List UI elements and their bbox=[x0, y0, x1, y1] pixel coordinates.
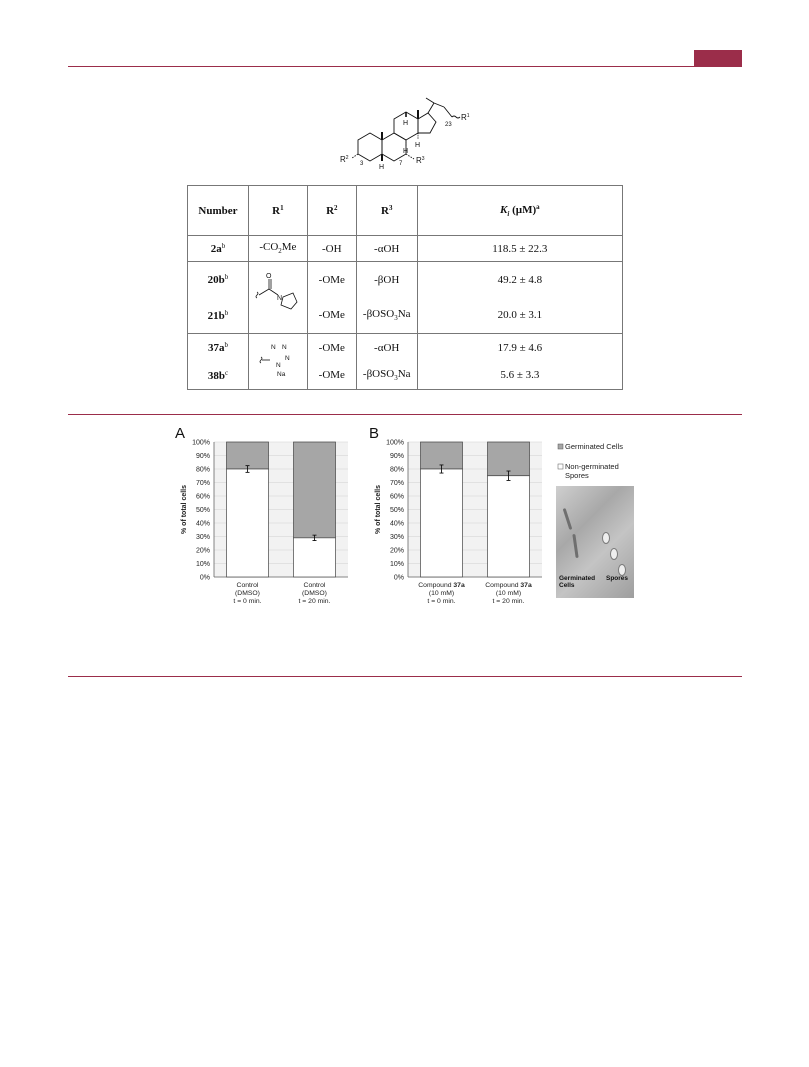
legend-label-germinated: Germinated Cells bbox=[565, 442, 623, 451]
chart-a-y-tick-label: 30% bbox=[195, 534, 210, 541]
cell-r2: -OMe bbox=[307, 362, 356, 390]
chart-a-y-tick-label: 20% bbox=[195, 547, 210, 555]
chart-a-y-tick-label: 70% bbox=[195, 480, 210, 487]
chart-a-x-tick-label: t = 20 min. bbox=[298, 598, 331, 605]
table-row bbox=[188, 334, 623, 362]
microscopy-image bbox=[556, 486, 634, 598]
chart-a-x-tick-label: Control bbox=[303, 582, 326, 589]
cell-r2: -OMe bbox=[307, 298, 356, 334]
cell-r1: $-CO_2Me$ bbox=[248, 236, 307, 262]
chart-b-x-tick-label: Compound 37a bbox=[485, 582, 532, 589]
amide-o-label: O bbox=[265, 273, 272, 280]
legend-label-non-germinated: Non-germinated bbox=[565, 462, 619, 471]
amide-n-label: N bbox=[276, 295, 282, 302]
chart-a-x-tick-label: Control bbox=[236, 582, 259, 589]
chart-legend bbox=[556, 440, 646, 486]
struct-r2-sup: 2 bbox=[345, 155, 349, 161]
cell-r3: -αOH bbox=[356, 334, 417, 362]
chart-a-x-tick-label: (DMSO) bbox=[302, 590, 327, 597]
chart-a-y-tick-label: 80% bbox=[195, 466, 210, 474]
chart-b-x-tick-label: t = 20 min. bbox=[492, 598, 525, 605]
chart-b-y-tick-label: 10% bbox=[389, 561, 404, 568]
chart-b-y-tick-label: 100% bbox=[386, 439, 404, 447]
cell-r3: -αOH bbox=[356, 236, 417, 262]
chart-b-y-tick-label: 20% bbox=[389, 547, 404, 555]
header-ki: $K_i$ $(\mu M)^a$ bbox=[417, 186, 622, 236]
tetrazole-n1: N bbox=[270, 344, 276, 351]
ki-data-table bbox=[187, 185, 623, 390]
struct-r3-label: R bbox=[416, 156, 422, 165]
table-header-row bbox=[188, 186, 623, 236]
header-number: Number bbox=[188, 186, 249, 236]
chart-a-y-tick-label: 50% bbox=[195, 507, 210, 514]
chart-b-y-tick-label: 60% bbox=[389, 493, 404, 501]
chart-b-x-tick-label: Compound 37a bbox=[418, 582, 465, 589]
chart-b-y-tick-label: 90% bbox=[389, 453, 404, 460]
struct-c7-number: 7 bbox=[399, 161, 403, 167]
struct-h-14: H bbox=[415, 142, 421, 149]
cell-r3: -βOSO$_3$Na bbox=[356, 298, 417, 334]
micro-label-germinated: Germinated Cells bbox=[559, 575, 596, 589]
section-rule-bottom bbox=[68, 676, 742, 677]
chart-b-bar-non-germinated bbox=[421, 469, 463, 577]
cell-ki: 49.2 ± 4.8 bbox=[417, 262, 622, 298]
cell-r1-tetrazole bbox=[248, 334, 307, 390]
legend-swatch-non-germinated bbox=[558, 464, 563, 469]
chart-b-x-tick-label: (10 mM) bbox=[428, 590, 455, 597]
cell-ki: 20.0 ± 3.1 bbox=[417, 298, 622, 334]
chart-a-y-tick-label: 90% bbox=[195, 453, 210, 460]
chart-panel-b bbox=[364, 430, 560, 616]
chart-b-y-tick-label: 70% bbox=[389, 480, 404, 487]
tetrazole-n3: N bbox=[284, 355, 290, 362]
chart-b-y-tick-label: 30% bbox=[389, 534, 404, 541]
tetrazole-structure bbox=[258, 340, 298, 380]
svg-text:R3 bbox=[416, 156, 425, 165]
chart-b-bar-non-germinated bbox=[488, 476, 530, 577]
chart-a-y-tick-label: 40% bbox=[195, 520, 210, 528]
germinated-cell-shape bbox=[572, 534, 578, 558]
panel-b-letter: B bbox=[369, 425, 380, 442]
chart-a-x-tick-label: (DMSO) bbox=[235, 590, 260, 597]
struct-r2-label: R bbox=[340, 155, 346, 164]
section-rule-top bbox=[68, 414, 742, 415]
table-row bbox=[188, 262, 623, 298]
header-r1: $R^1$ bbox=[248, 186, 307, 236]
tetrazole-n4: N bbox=[275, 362, 281, 369]
chart-panel-a bbox=[170, 430, 366, 616]
header-r3: $R^3$ bbox=[356, 186, 417, 236]
panel-a-letter: A bbox=[175, 425, 186, 442]
chart-b-y-tick-label: 0% bbox=[393, 574, 404, 582]
chart-b-y-tick-label: 50% bbox=[389, 507, 404, 514]
cell-number: $20b^b$ bbox=[188, 262, 249, 298]
cell-r2: -OH bbox=[307, 236, 356, 262]
tetrazole-n2: N bbox=[281, 344, 287, 351]
cell-number: $21b^b$ bbox=[207, 308, 229, 322]
chart-a-bar-germinated bbox=[227, 442, 269, 469]
svg-text:R1 bbox=[461, 113, 470, 122]
chart-a-bar-non-germinated bbox=[294, 538, 336, 577]
header-rule bbox=[68, 66, 742, 67]
legend-swatch-germinated bbox=[558, 444, 563, 449]
steroid-structure-diagram bbox=[330, 95, 500, 180]
header-accent-tab bbox=[694, 50, 742, 66]
cell-number: $2a^b$ bbox=[188, 236, 249, 262]
cell-number: $38b^c$ bbox=[207, 368, 229, 382]
cell-r2: -OMe bbox=[307, 334, 356, 362]
chart-a-y-tick-label: 60% bbox=[195, 493, 210, 501]
struct-h-8: H bbox=[403, 148, 409, 155]
chart-b-x-tick-label: (10 mM) bbox=[495, 590, 522, 597]
chart-a-x-tick-label: t = 0 min. bbox=[233, 598, 262, 605]
chart-a-y-tick-label: 0% bbox=[199, 574, 210, 582]
cell-ki: 5.6 ± 3.3 bbox=[417, 362, 622, 390]
chart-a-bar-non-germinated bbox=[227, 469, 269, 577]
chart-b-y-tick-label: 80% bbox=[389, 466, 404, 474]
struct-c23-number: 23 bbox=[445, 122, 452, 128]
cell-r3: -βOSO$_3$Na bbox=[356, 362, 417, 390]
chart-b-y-axis-label: % of total cells bbox=[375, 484, 382, 535]
struct-c3-number: 3 bbox=[360, 161, 364, 167]
chart-a-bar-germinated bbox=[294, 442, 336, 538]
chart-b-y-tick-label: 40% bbox=[389, 520, 404, 528]
struct-h-9: H bbox=[403, 120, 409, 127]
spore-shape bbox=[602, 532, 610, 544]
cell-r2: -OMe bbox=[307, 262, 356, 298]
micro-label-spores: Spores bbox=[606, 575, 629, 582]
cell-ki: 17.9 ± 4.6 bbox=[417, 334, 622, 362]
chart-a-y-tick-label: 10% bbox=[195, 561, 210, 568]
header-r2: $R^2$ bbox=[307, 186, 356, 236]
struct-r1-sup: 1 bbox=[466, 113, 470, 119]
struct-h-5: H bbox=[379, 164, 385, 171]
cell-ki: 118.5 ± 22.3 bbox=[417, 236, 622, 262]
svg-text:R2 bbox=[340, 155, 349, 164]
tetrazole-na: Na bbox=[276, 371, 286, 378]
spore-shape bbox=[610, 548, 618, 560]
chart-a-y-tick-label: 100% bbox=[192, 439, 210, 447]
pyrrolidine-amide-structure bbox=[253, 271, 303, 321]
legend-label-spores: Spores bbox=[565, 471, 589, 480]
germinated-cell-shape bbox=[563, 508, 573, 530]
cell-number: $37a^b$ bbox=[188, 334, 249, 362]
struct-r3-sup: 3 bbox=[421, 156, 425, 162]
table-row bbox=[188, 236, 623, 262]
cell-r1-pyrrolidine-amide bbox=[248, 262, 307, 334]
struct-r1-label: R bbox=[461, 113, 467, 122]
chart-b-x-tick-label: t = 0 min. bbox=[427, 598, 456, 605]
cell-r3: -βOH bbox=[356, 262, 417, 298]
chart-a-y-axis-label: % of total cells bbox=[181, 484, 188, 535]
